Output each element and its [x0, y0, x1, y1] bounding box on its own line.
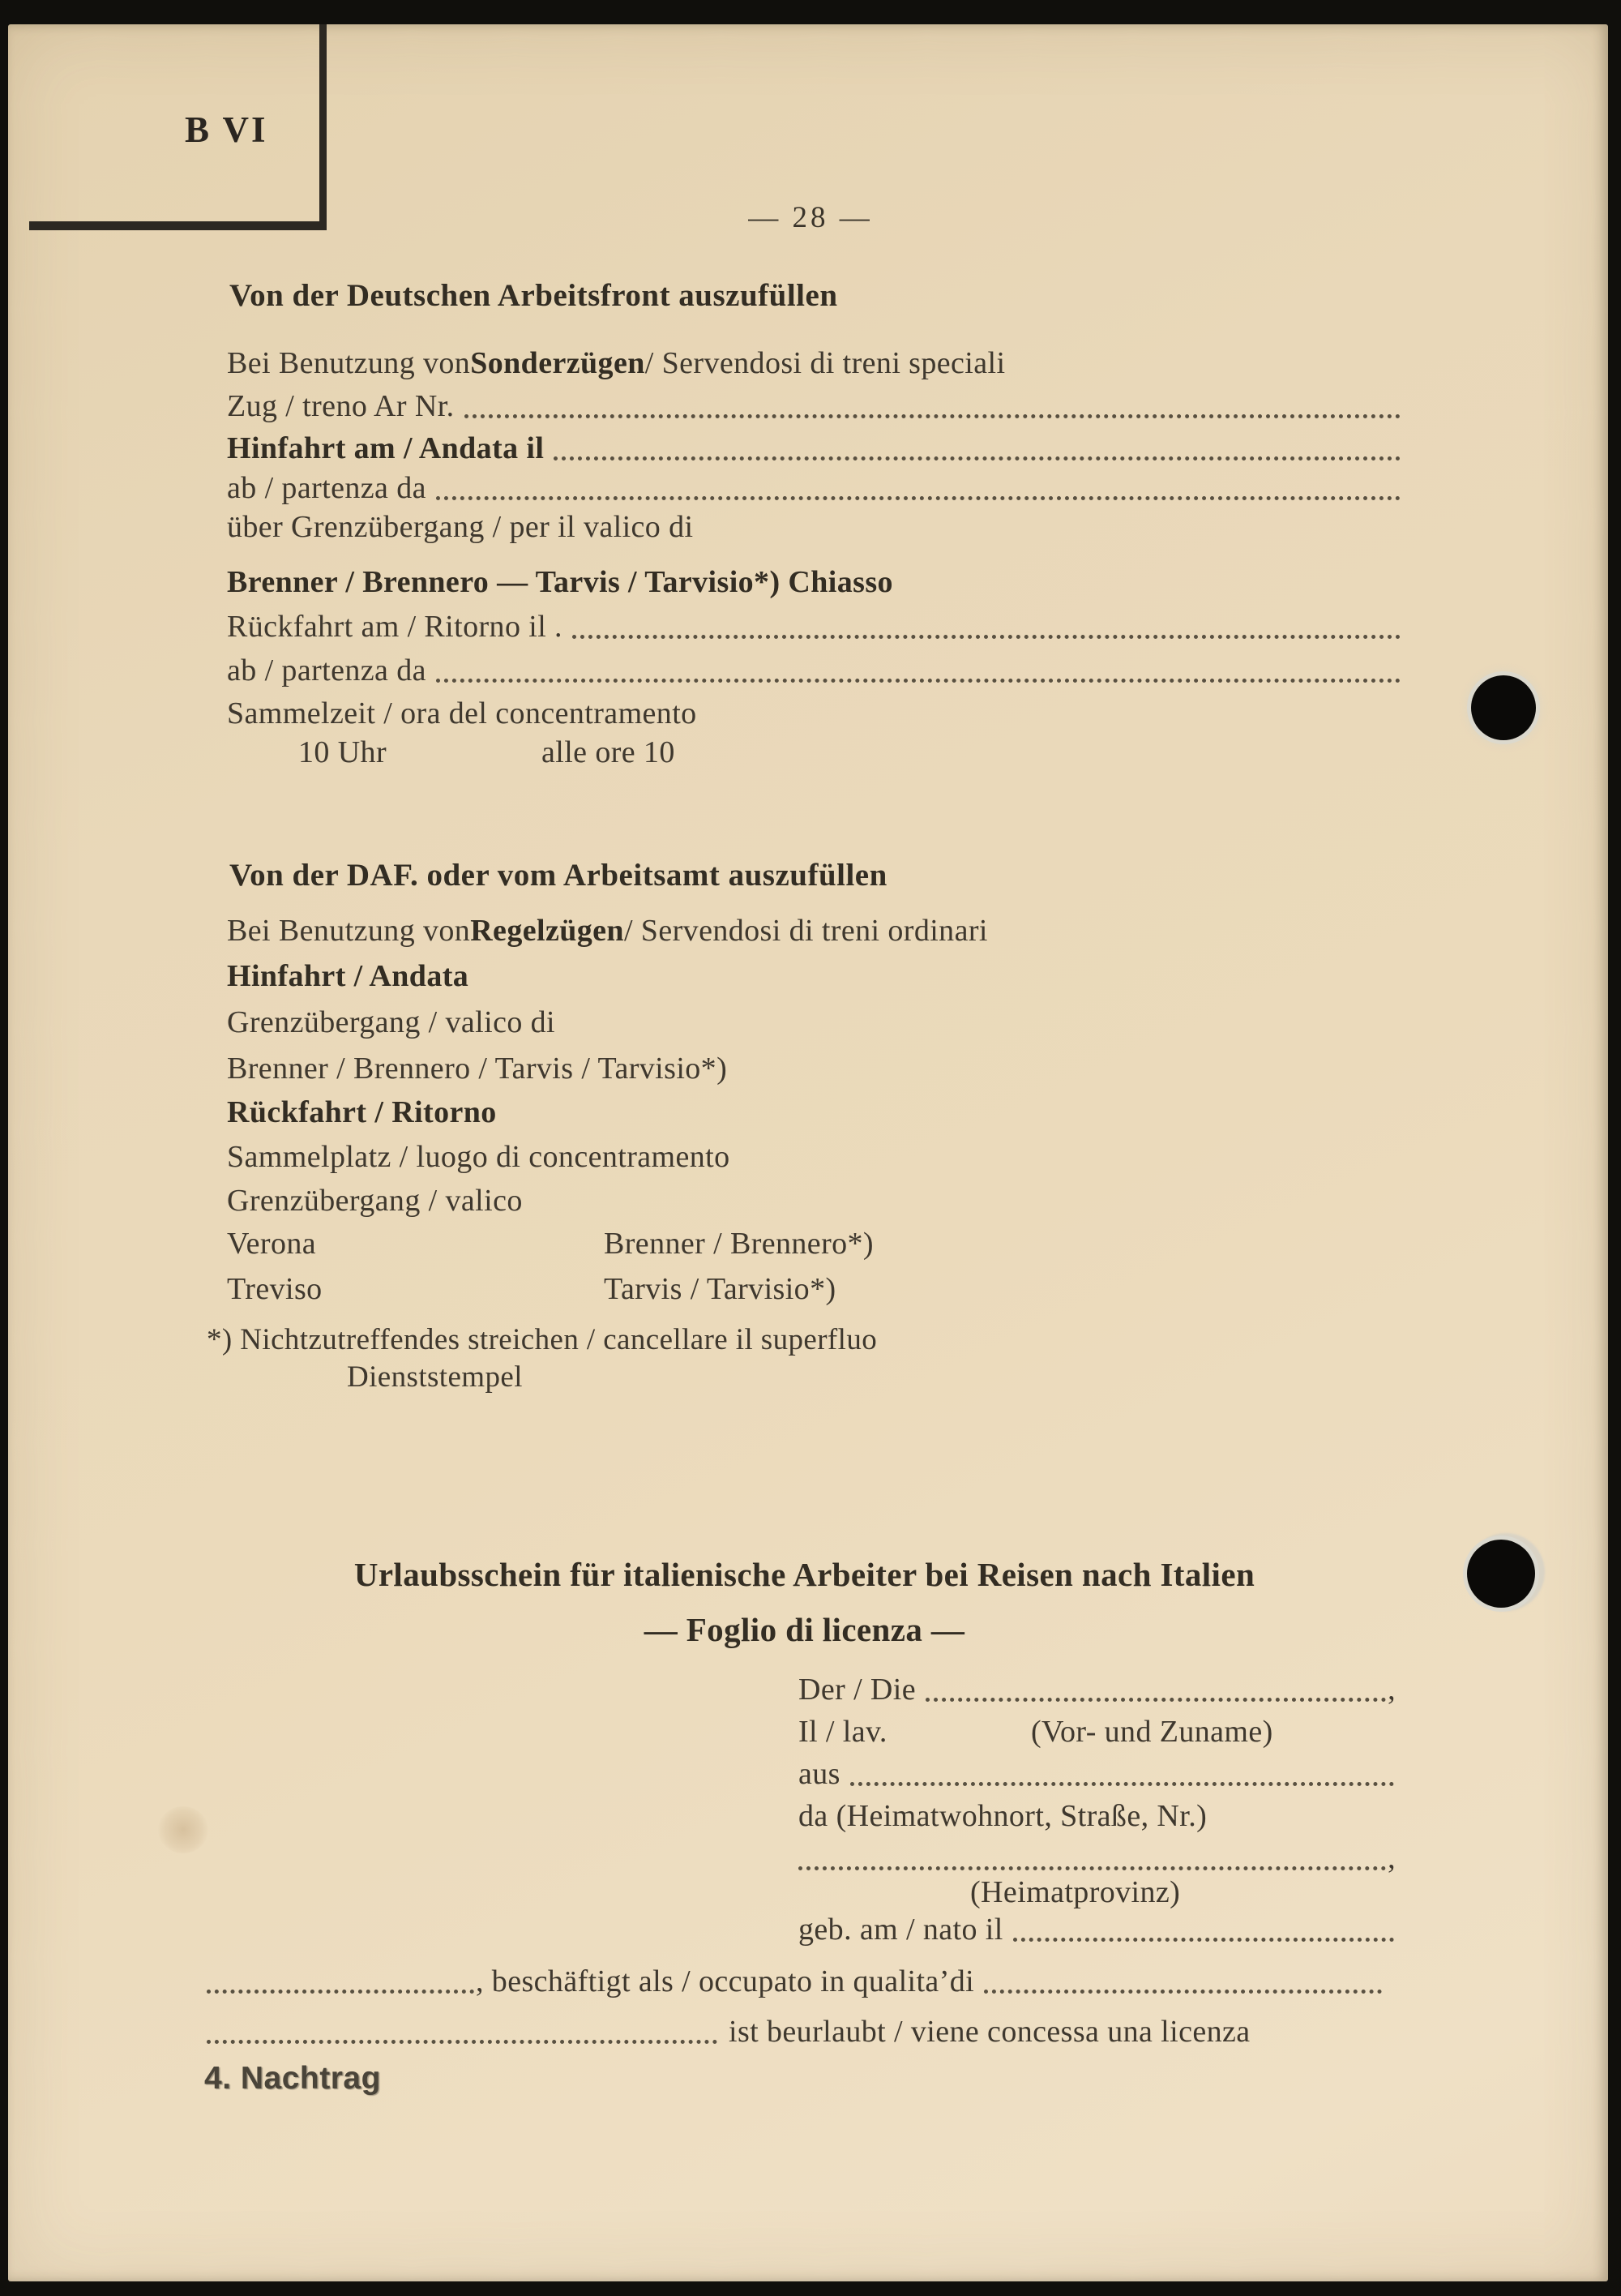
meeting-place-label: Sammelplatz / luogo di concentramento [227, 1140, 730, 1174]
dotted-leader [436, 496, 1401, 500]
usage-post-text: / Servendosi di treni ordinari [623, 914, 988, 948]
occupation-text: , beschäftigt als / occupato in qualita’di [476, 1964, 975, 1998]
page-number: — 28 — [748, 201, 873, 234]
usage-bold-text: Regelzügen [470, 914, 624, 948]
supplement-footer-label: 4. Nachtrag [204, 2061, 381, 2096]
from-hint: da (Heimatwohnort, Straße, Nr.) [798, 1799, 1208, 1833]
punch-hole-bottom [1467, 1540, 1535, 1608]
meeting-time-de: 10 Uhr [298, 735, 387, 769]
line-border-route-options [227, 1049, 1402, 1088]
return-label: Rückfahrt / Ritorno [227, 1095, 497, 1129]
strike-out-footnote: *) Nichtzutreffendes streichen / cancellare il superfluo [207, 1323, 878, 1356]
line-return-date [227, 607, 1402, 646]
punch-hole-top [1471, 675, 1536, 740]
line-border-route [227, 563, 1402, 602]
paper-stain [158, 1806, 208, 1853]
classification-label: B VI [185, 109, 268, 150]
dotted-leader [1013, 1938, 1394, 1942]
section-heading-arbeitsfront: Von der Deutschen Arbeitsfront auszufüllen [229, 278, 838, 313]
name-trailing-comma: , [1388, 1673, 1396, 1707]
usage-pre-text: Bei Benutzung von [227, 914, 471, 948]
line-occupation [207, 1962, 1384, 2001]
border-crossing-label: über Grenzübergang / per il valico di [227, 510, 694, 544]
dotted-leader [464, 414, 1401, 418]
line-birth-date [798, 1910, 1396, 1949]
birth-date-label: geb. am / nato il [798, 1913, 1003, 1947]
place-right: Tarvis / Tarvisio*) [604, 1272, 836, 1306]
line-places-row-2 [227, 1270, 1402, 1309]
from-label: aus [798, 1757, 840, 1791]
line-usage-sonderzuege [227, 344, 1402, 383]
dotted-leader [436, 679, 1401, 683]
border-route-text: Brenner / Brennero — Tarvis / Tarvisio*) Chiasso [227, 565, 893, 599]
return-date-label: Rückfahrt am / Ritorno il . [227, 610, 562, 644]
official-stamp-label: Dienststempel [347, 1360, 523, 1394]
line-departure-from-2 [227, 651, 1402, 690]
usage-pre-text: Bei Benutzung von [227, 346, 471, 380]
line-outward [227, 957, 1402, 996]
line-usage-regelzuege [227, 911, 1402, 950]
license-subtitle: — Foglio di licenza — [644, 1611, 965, 1648]
name-label: Der / Die [798, 1673, 916, 1707]
line-border-crossing [227, 508, 1402, 546]
name-label-italian: Il / lav. [798, 1715, 887, 1749]
line-border-crossing-outward [227, 1003, 1402, 1042]
line-return [227, 1093, 1402, 1132]
section-heading-arbeitsamt: Von der DAF. oder vom Arbeitsamt auszufüllen [229, 858, 887, 893]
outward-label: Hinfahrt / Andata [227, 959, 469, 993]
line-outward-date [227, 429, 1402, 468]
place-right: Brenner / Brennero*) [604, 1227, 874, 1261]
dotted-leader [572, 635, 1401, 639]
line-meeting-time-values [227, 733, 1402, 772]
line-province [798, 1839, 1396, 1878]
dotted-leader [850, 1782, 1394, 1786]
departure-from-label: ab / partenza da [227, 471, 426, 505]
line-from [798, 1754, 1396, 1793]
line-places-row-1 [227, 1224, 1402, 1263]
line-name-italian [798, 1712, 1396, 1751]
corner-bracket-vertical-line [319, 24, 327, 223]
usage-bold-text: Sonderzügen [470, 346, 645, 380]
province-trailing-comma: , [1388, 1841, 1396, 1875]
corner-bracket-horizontal-line [29, 221, 327, 230]
train-number-label: Zug / treno Ar Nr. [227, 389, 455, 423]
dotted-leader [207, 1990, 474, 1994]
dotted-leader [984, 1990, 1382, 1994]
departure-from-label: ab / partenza da [227, 653, 426, 688]
place-left: Verona [227, 1227, 317, 1261]
line-province-hint [798, 1873, 1396, 1912]
name-hint: (Vor- und Zuname) [1031, 1715, 1273, 1749]
dotted-leader [207, 2040, 717, 2044]
line-departure-from-1 [227, 469, 1402, 508]
province-hint: (Heimatprovinz) [970, 1875, 1181, 1909]
outward-date-label: Hinfahrt am / Andata il [227, 431, 545, 465]
line-train-number [227, 387, 1402, 426]
license-title: Urlaubsschein für italienische Arbeiter bei Reisen nach Italien [353, 1556, 1255, 1593]
line-name [798, 1670, 1396, 1709]
line-border-crossing-return [227, 1181, 1402, 1220]
line-meeting-place [227, 1137, 1402, 1176]
dotted-leader [554, 456, 1401, 460]
border-crossing-label: Grenzübergang / valico [227, 1184, 523, 1218]
usage-post-text: / Servendosi di treni speciali [644, 346, 1006, 380]
dotted-leader [926, 1698, 1386, 1702]
line-from-hint [798, 1797, 1396, 1836]
dotted-leader [798, 1866, 1386, 1870]
border-crossing-label: Grenzübergang / valico di [227, 1005, 555, 1039]
line-leave-granted [207, 2012, 1384, 2051]
leave-granted-text: ist beurlaubt / viene concessa una licenza [729, 2015, 1251, 2049]
line-meeting-time [227, 694, 1402, 733]
meeting-time-label: Sammelzeit / ora del concentramento [227, 696, 697, 730]
place-left: Treviso [227, 1272, 323, 1306]
border-route-text: Brenner / Brennero / Tarvis / Tarvisio*) [227, 1052, 728, 1086]
meeting-time-it: alle ore 10 [541, 735, 675, 769]
